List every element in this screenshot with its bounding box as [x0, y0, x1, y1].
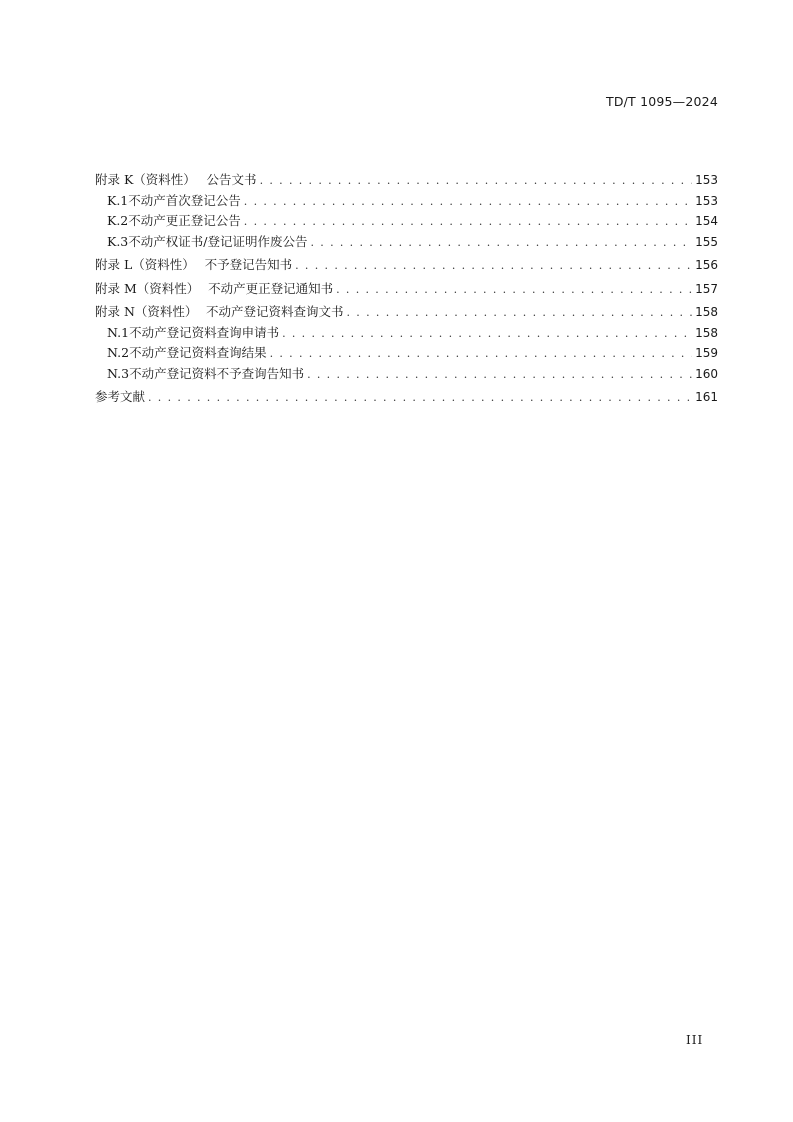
- toc-entry-page: 159: [695, 346, 718, 360]
- toc-entry-n3[interactable]: [95, 364, 718, 385]
- page-number: III: [686, 1033, 704, 1047]
- toc-leader-dots: [307, 365, 692, 386]
- toc-entry-title: 公告文书: [206, 172, 257, 187]
- toc-leader-dots: [295, 256, 692, 277]
- toc-leader-dots: [310, 233, 692, 254]
- toc-entry-number: K.3: [107, 233, 129, 249]
- toc-entry-prefix: 附录 N（资料性）: [95, 304, 198, 319]
- toc-entry-title: 不动产登记资料查询结果: [129, 345, 267, 360]
- toc-leader-dots: [244, 212, 692, 233]
- toc-entry-appendix-l[interactable]: [95, 255, 718, 276]
- toc-entry-page: 155: [695, 234, 718, 249]
- toc-entry-title: 不动产首次登记公告: [128, 192, 241, 208]
- toc-entry-references[interactable]: [95, 387, 718, 408]
- toc-entry-page: 161: [695, 390, 718, 404]
- toc-entry-page: 154: [695, 214, 718, 228]
- toc-entry-title: 不动产登记资料查询申请书: [129, 324, 280, 340]
- toc-leader-dots: [336, 280, 692, 301]
- toc-entry-title: 不予登记告知书: [204, 257, 293, 272]
- toc-entry-prefix: 附录 K（资料性）: [95, 172, 196, 187]
- toc-entry-page: 153: [695, 193, 718, 208]
- toc-entry-page: 158: [695, 305, 718, 319]
- toc-leader-dots: [270, 344, 693, 365]
- toc-entry-page: 157: [695, 281, 718, 296]
- toc-entry-number: N.3: [107, 365, 130, 381]
- toc-entry-page: 158: [695, 325, 718, 340]
- toc-entry-k1[interactable]: [95, 191, 718, 212]
- toc-entry-appendix-n[interactable]: [95, 302, 718, 323]
- toc-entry-prefix: 参考文献: [95, 389, 146, 404]
- toc-leader-dots: [260, 171, 693, 192]
- toc-entry-title: 不动产登记资料不予查询告知书: [129, 365, 305, 381]
- toc-leader-dots: [347, 303, 693, 324]
- toc-entry-number: N.2: [107, 345, 130, 360]
- toc-leader-dots: [148, 388, 692, 409]
- toc-entry-prefix: 附录 L（资料性）: [95, 257, 195, 272]
- toc-entry-appendix-m[interactable]: [95, 279, 718, 300]
- toc-entry-number: K.1: [107, 192, 129, 208]
- table-of-contents: [95, 170, 718, 408]
- toc-entry-page: 153: [695, 173, 718, 187]
- toc-entry-number: N.1: [107, 324, 130, 340]
- toc-entry-title: 不动产更正登记公告: [128, 213, 241, 228]
- toc-entry-n1[interactable]: [95, 323, 718, 344]
- toc-entry-k2[interactable]: [95, 211, 718, 232]
- toc-entry-k3[interactable]: [95, 232, 718, 253]
- toc-entry-page: 156: [695, 258, 718, 272]
- toc-entry-page: 160: [695, 366, 718, 381]
- standard-id: TD/T 1095—2024: [605, 94, 718, 109]
- toc-entry-title: 不动产更正登记通知书: [208, 280, 334, 296]
- toc-leader-dots: [282, 324, 692, 345]
- toc-entry-n2[interactable]: [95, 343, 718, 364]
- toc-entry-number: K.2: [107, 213, 129, 228]
- toc-entry-title: 不动产权证书/登记证明作废公告: [128, 233, 308, 249]
- toc-entry-title: 不动产登记资料查询文书: [206, 304, 344, 319]
- toc-entry-prefix: 附录 M（资料性）: [95, 280, 200, 296]
- toc-leader-dots: [244, 192, 692, 213]
- toc-entry-appendix-k[interactable]: [95, 170, 718, 191]
